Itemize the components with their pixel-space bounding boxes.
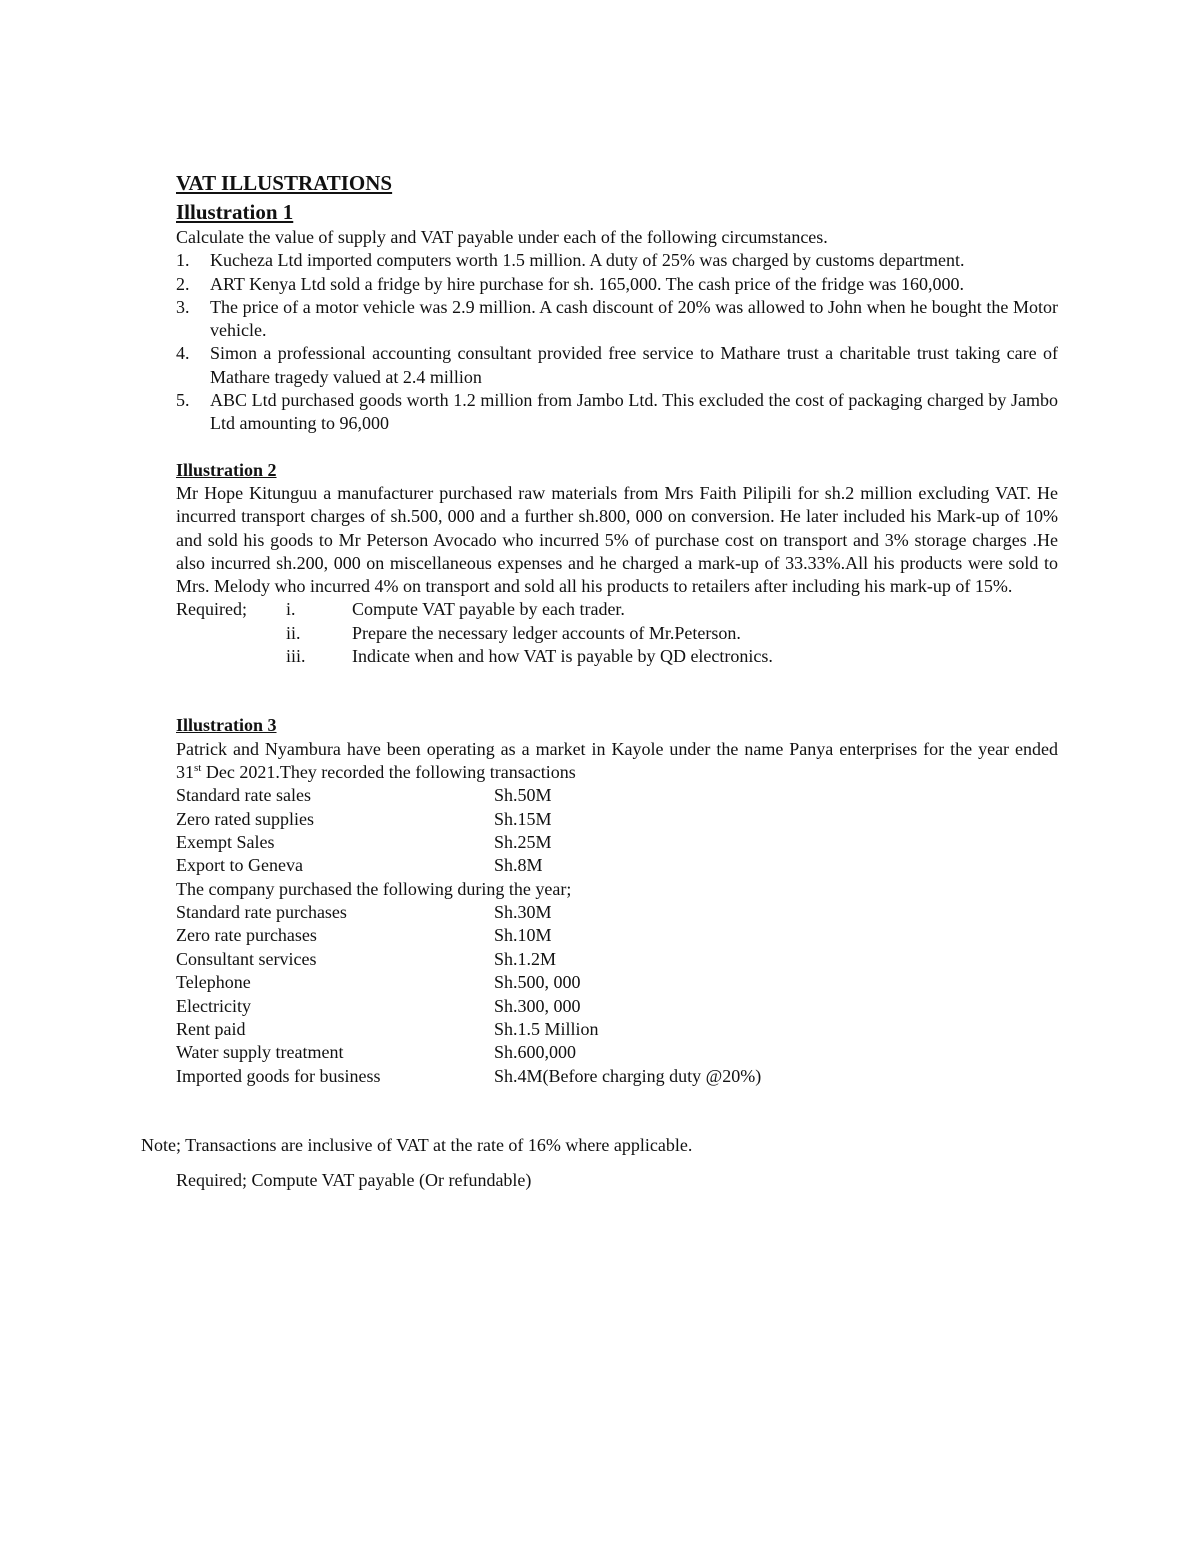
transaction-value: Sh.300, 000: [494, 995, 581, 1016]
transaction-label: Exempt Sales: [176, 832, 275, 853]
illustration-3: [176, 714, 1058, 1088]
list-item-number: 5.: [176, 390, 190, 411]
illustration-3-heading: Illustration 3: [176, 715, 277, 736]
document-content: [176, 170, 1058, 1088]
transaction-value: Sh.1.2M: [494, 948, 557, 969]
list-item-text: ABC Ltd purchased goods worth 1.2 million from Jambo Ltd. This excluded the cost of packaging charged by Jambo Ltd amounting to 96,000: [210, 390, 1058, 434]
requirement-number: i.: [286, 599, 296, 620]
table-row: [176, 831, 1058, 854]
transaction-label: Electricity: [176, 995, 251, 1016]
spacer: [176, 668, 1058, 714]
table-row: [176, 995, 1058, 1018]
transaction-label: Zero rated supplies: [176, 808, 314, 829]
transaction-label: Standard rate sales: [176, 785, 311, 806]
table-row: [176, 924, 1058, 947]
requirement-text: Indicate when and how VAT is payable by QD electronics.: [352, 646, 773, 667]
transaction-value: Sh.50M: [494, 785, 552, 806]
transaction-label: Export to Geneva: [176, 855, 303, 876]
list-item-number: 3.: [176, 296, 190, 317]
list-item-text: The price of a motor vehicle was 2.9 million. A cash discount of 20% was allowed to John when he bought the Motor vehicle.: [210, 296, 1058, 341]
required-label: Required;: [176, 599, 247, 620]
transaction-value: Sh.4M(Before charging duty @20%): [494, 1065, 762, 1086]
transaction-value: Sh.15M: [494, 808, 552, 829]
list-item: [176, 389, 1058, 436]
table-row: [176, 854, 1058, 877]
transaction-value: Sh.8M: [494, 855, 543, 876]
requirement-text: Prepare the necessary ledger accounts of Mr.Peterson.: [352, 622, 741, 643]
list-item-text: ART Kenya Ltd sold a fridge by hire purchase for sh. 165,000. The cash price of the fridge was 160,000.: [210, 273, 965, 294]
spacer: [176, 436, 1058, 459]
transaction-label: Zero rate purchases: [176, 925, 317, 946]
list-item: [176, 342, 1058, 389]
transaction-label: Consultant services: [176, 948, 317, 969]
ordinal-suffix: st: [194, 761, 202, 774]
transaction-label: Rent paid: [176, 1019, 246, 1040]
intro-text: Patrick and Nyambura have been operating as a market in Kayole under the name Panya enterprises for the year ended 31: [176, 738, 1058, 782]
table-row: [176, 808, 1058, 831]
transaction-value: Sh.600,000: [494, 1042, 577, 1063]
sales-table: [176, 784, 1058, 878]
list-item: [176, 273, 1058, 296]
requirement-number: ii.: [286, 622, 301, 643]
table-row: [176, 1018, 1058, 1041]
list-item-text: Simon a professional accounting consultant provided free service to Mathare trust a charitable trust taking care of Mathare tragedy valued at 2.4 million: [210, 343, 1058, 387]
purchases-intro: The company purchased the following during the year;: [176, 878, 572, 899]
requirement-text: Compute VAT payable by each trader.: [352, 599, 625, 620]
illustration-2-body: Mr Hope Kitunguu a manufacturer purchased raw materials from Mrs Faith Pilipili for sh.2 million excluding VAT. He incurred transport charges of sh.500, 000 and a further sh.800, 000 on conversion. He later included his Mark-up of 10% and sold his goods to Mr Peterson Avocado who incurred 5% of purchase cost on transport and 3% storage charges .He also incurred sh.200, 000 on miscellaneous expenses and he charged a mark-up of 33.33%.All his products were sold to Mrs. Melody who incurred 4% on transport and sold all his products to retailers after including his mark-up of 15%.: [176, 482, 1058, 597]
table-row: [176, 948, 1058, 971]
table-row: [176, 971, 1058, 994]
transaction-label: Standard rate purchases: [176, 902, 347, 923]
transaction-label: Water supply treatment: [176, 1042, 344, 1063]
transaction-value: Sh.25M: [494, 832, 552, 853]
list-item-number: 4.: [176, 343, 190, 364]
illustration-2-requirements: [176, 598, 1058, 668]
transaction-value: Sh.30M: [494, 902, 552, 923]
illustration-1: [176, 198, 1058, 436]
illustration-2-heading: Illustration 2: [176, 459, 277, 480]
transaction-label: Telephone: [176, 972, 251, 993]
intro-text-continued: Dec 2021.They recorded the following transactions: [201, 761, 576, 782]
document-title: VAT ILLUSTRATIONS: [176, 171, 393, 195]
requirement-number: iii.: [286, 646, 306, 667]
table-row: [176, 1065, 1058, 1088]
table-row: [176, 901, 1058, 924]
list-item-number: 2.: [176, 273, 190, 294]
list-item-text: Kucheza Ltd imported computers worth 1.5 million. A duty of 25% was charged by customs department.: [210, 250, 965, 271]
illustration-2: [176, 459, 1058, 669]
transaction-label: Imported goods for business: [176, 1065, 381, 1086]
table-row: [176, 784, 1058, 807]
transaction-value: Sh.10M: [494, 925, 552, 946]
illustration-3-intro: [176, 738, 1058, 785]
illustration-1-list: [176, 249, 1058, 435]
list-item: [176, 249, 1058, 272]
table-row: [176, 1041, 1058, 1064]
final-requirement: Required; Compute VAT payable (Or refundable): [176, 1170, 532, 1190]
transaction-value: Sh.500, 000: [494, 972, 581, 993]
illustration-1-intro: Calculate the value of supply and VAT payable under each of the following circumstances.: [176, 227, 828, 247]
illustration-1-heading: Illustration 1: [176, 200, 294, 224]
list-item-number: 1.: [176, 250, 190, 271]
purchases-table: [176, 901, 1058, 1088]
list-item: [176, 296, 1058, 343]
vat-note: Note; Transactions are inclusive of VAT at the rate of 16% where applicable.: [141, 1135, 693, 1155]
transaction-value: Sh.1.5 Million: [494, 1019, 599, 1040]
